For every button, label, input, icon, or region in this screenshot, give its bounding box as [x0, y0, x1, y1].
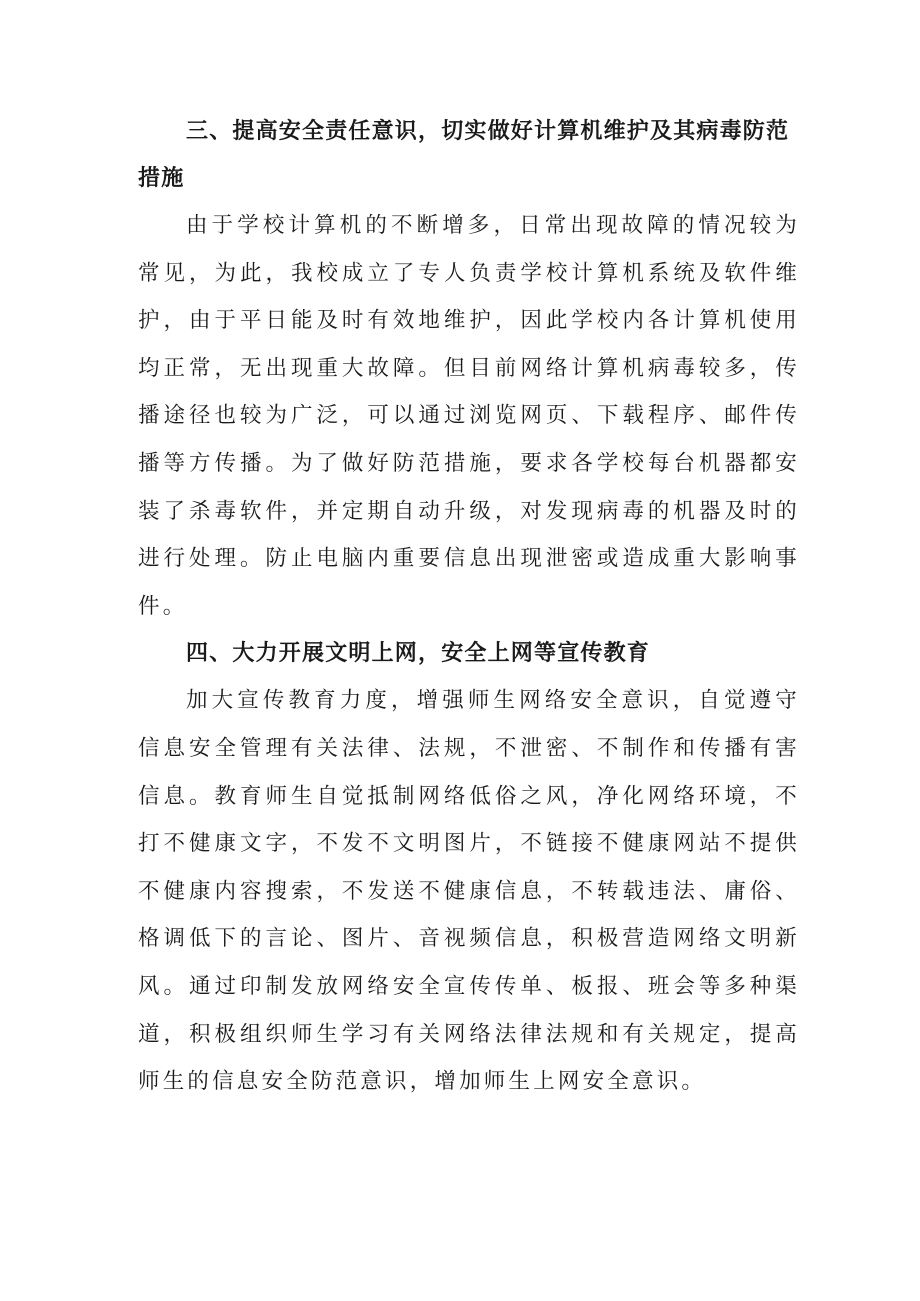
section-4-heading: 四、大力开展文明上网，安全上网等宣传教育 — [186, 641, 651, 667]
section-3-body: 由于学校计算机的不断增多，日常出现故障的情况较为常见，为此，我校成立了专人负责学校计算机系统及软件维护，由于平日能及时有效地维护，因此学校内各计算机使用均正常，无出现重大故障。但目前网络计算机病毒较多，传播途径也较为广泛，可以通过浏览网页、下载程序、邮件传播等方传播。为了做好防范措施，要求各学校每台机器都安装了杀毒软件，并定期自动升级，对发现病毒的机器及时的进行处理。防止电脑内重要信息出现泄密或造成重大影响事件。 — [138, 213, 800, 619]
section-3-heading: 三、提高安全责任意识，切实做好计算机维护及其病毒防范措施 — [138, 119, 790, 191]
section-4-body: 加大宣传教育力度，增强师生网络安全意识，自觉遵守信息安全管理有关法律、法规，不泄密、不制作和传播有害信息。教育师生自觉抵制网络低俗之风，净化网络环境，不打不健康文字，不发不文明图片，不链接不健康网站不提供不健康内容搜索，不发送不健康信息，不转载违法、庸俗、格调低下的言论、图片、音视频信息，积极营造网络文明新风。通过印制发放网络安全宣传传单、板报、班会等多种渠道，积极组织师生学习有关网络法律法规和有关规定，提高师生的信息安全防范意识，增加师生上网安全意识。 — [138, 688, 800, 1095]
document-content — [138, 108, 800, 1106]
